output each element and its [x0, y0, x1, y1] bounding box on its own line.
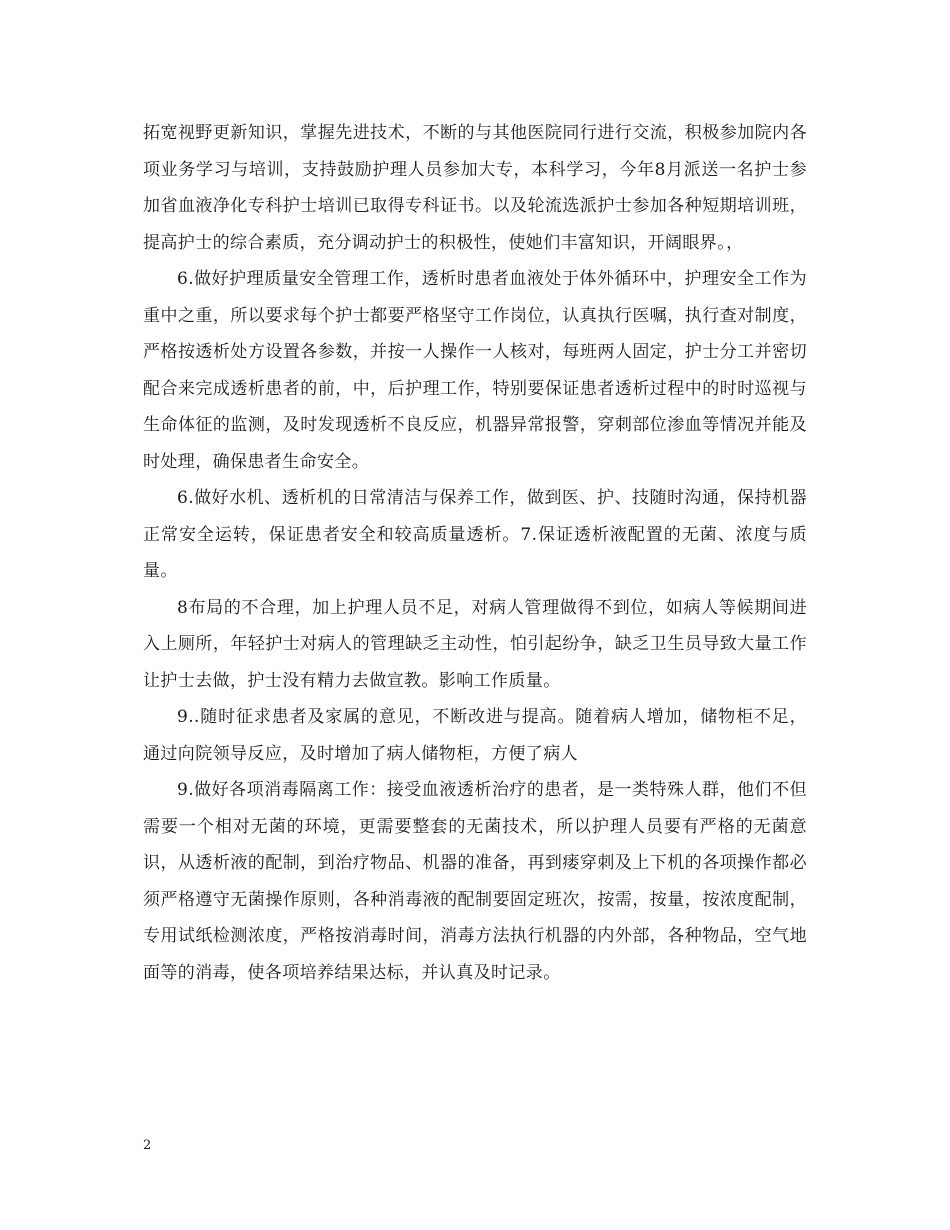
paragraph: 9..随时征求患者及家属的意见，不断改进与提高。随着病人增加，储物柜不足，通过向院领导反应，及时增加了病人储物柜，方便了病人 — [143, 707, 807, 764]
paragraph: 8布局的不合理，加上护理人员不足，对病人管理做得不到位，如病人等候期间进入上厕所，年轻护士对病人的管理缺乏主动性，怕引起纷争，缺乏卫生员导致大量工作让护士去做，护士没有精力去做宣教。影响工作质量。 — [143, 597, 807, 691]
paragraph: 9.做好各项消毒隔离工作：接受血液透析治疗的患者，是一类特殊人群，他们不但需要一个相对无菌的环境，更需要整套的无菌技术，所以护理人员要有严格的无菌意识，从透析液的配制，到治疗物品、机器的准备，再到瘘穿刺及上下机的各项操作都必须严格遵守无菌操作原则，各种消毒液的配制要固定班次，按需，按量，按浓度配制，专用试纸检测浓度，严格按消毒时间，消毒方法执行机器的内外部，各种物品，空气地面等的消毒，使各项培养结果达标，并认真及时记录。 — [143, 780, 807, 983]
paragraph: 6.做好护理质量安全管理工作，透析时患者血液处于体外循环中，护理安全工作为重中之重，所以要求每个护士都要严格坚守工作岗位，认真执行医嘱，执行查对制度，严格按透析处方设置各参数，并按一人操作一人核对，每班两人固定，护士分工并密切配合来完成透析患者的前，中，后护理工作，特别要保证患者透析过程中的时时巡视与生命体征的监测，及时发现透析不良反应，机器异常报警，穿刺部位渗血等情况并能及时处理，确保患者生命安全。 — [143, 269, 807, 472]
body-text — [143, 115, 807, 991]
paragraph: 6.做好水机、透析机的日常清洁与保养工作，做到医、护、技随时沟通，保持机器正常安全运转，保证患者安全和较高质量透析。7.保证透析液配置的无菌、浓度与质量。 — [143, 488, 807, 581]
page-number: 2 — [143, 1138, 152, 1153]
paragraph: 拓宽视野更新知识，掌握先进技术，不断的与其他医院同行进行交流，积极参加院内各项业务学习与培训，支持鼓励护理人员参加大专，本科学习，今年8月派送一名护士参加省血液净化专科护士培训已取得专科证书。以及轮流选派护士参加各种短期培训班，提高护士的综合素质，充分调动护士的积极性，使她们丰富知识，开阔眼界。， — [143, 123, 807, 253]
